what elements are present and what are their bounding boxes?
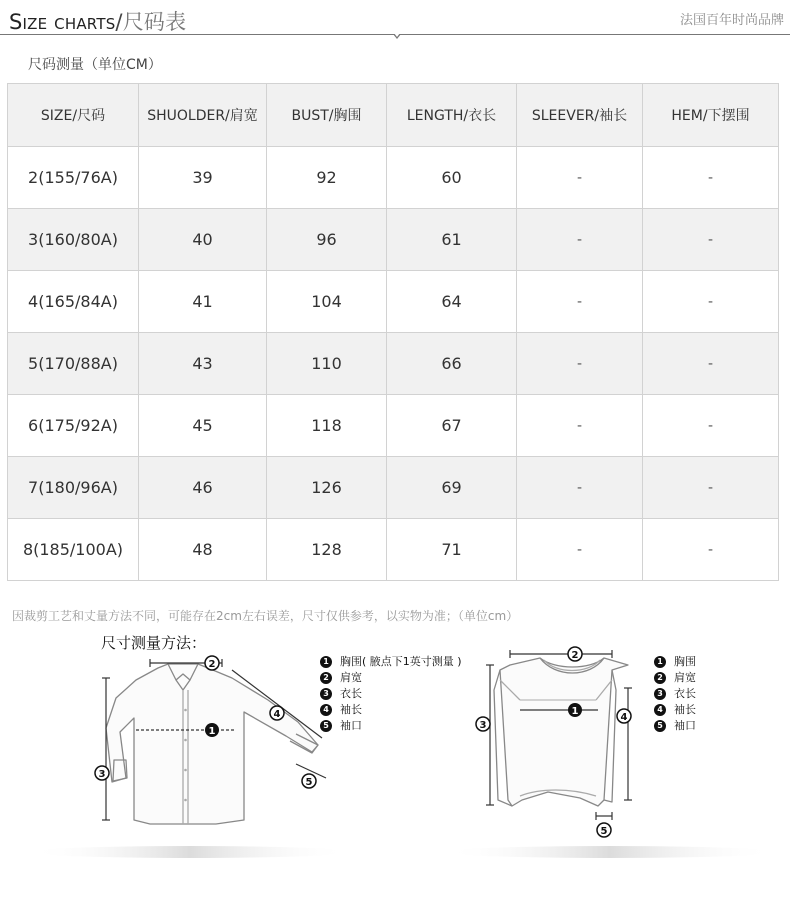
table-row xyxy=(8,395,779,457)
marker-shoulder-sweater xyxy=(568,647,582,661)
table-row xyxy=(8,519,779,581)
marker-length-shirt xyxy=(95,766,109,780)
svg-text:2: 2 xyxy=(208,659,216,670)
marker-cuff-sweater xyxy=(597,823,611,837)
legend-label: 肩宽 xyxy=(674,671,696,684)
svg-text:5: 5 xyxy=(305,777,313,788)
hem-cell: - xyxy=(643,271,779,333)
shirt-illustration xyxy=(106,664,318,824)
table-row xyxy=(8,147,779,209)
shoulder-cell: 40 xyxy=(139,209,267,271)
shirt-legend xyxy=(320,654,462,734)
table-header-row xyxy=(8,84,779,147)
marker-bust-sweater xyxy=(568,703,582,717)
marker-sleeve-shirt xyxy=(270,706,284,720)
title-english: Size charts xyxy=(9,10,116,34)
sleeve-cell: - xyxy=(517,271,643,333)
measurement-subtitle: 尺码测量（单位CM） xyxy=(28,57,162,73)
legend-item xyxy=(320,670,462,686)
svg-text:2: 2 xyxy=(571,650,579,661)
legend-label: 袖长 xyxy=(674,703,696,716)
hem-cell: - xyxy=(643,333,779,395)
bust-cell: 110 xyxy=(267,333,387,395)
number-badge-icon: 2 xyxy=(654,672,666,684)
length-cell: 60 xyxy=(387,147,517,209)
length-cell: 61 xyxy=(387,209,517,271)
hem-cell: - xyxy=(643,147,779,209)
svg-text:4: 4 xyxy=(273,709,281,720)
legend-label: 胸围 xyxy=(674,655,696,668)
column-header-shoulder: SHUOLDER/肩宽 xyxy=(139,84,267,147)
legend-item xyxy=(654,718,696,734)
shoulder-cell: 48 xyxy=(139,519,267,581)
legend-label: 袖长 xyxy=(340,703,362,716)
legend-label: 胸围( 腋点下1英寸测量 ) xyxy=(340,655,462,668)
sleeve-cell: - xyxy=(517,519,643,581)
number-badge-icon: 2 xyxy=(320,672,332,684)
column-header-size: SIZE/尺码 xyxy=(8,84,139,147)
number-badge-icon: 3 xyxy=(320,688,332,700)
sleeve-cell: - xyxy=(517,395,643,457)
legend-item xyxy=(320,718,462,734)
divider-notch-icon xyxy=(393,34,401,39)
sweater-shadow xyxy=(445,846,775,858)
length-cell: 64 xyxy=(387,271,517,333)
page-header xyxy=(0,0,790,36)
shirt-shadow xyxy=(30,846,350,858)
shoulder-cell: 39 xyxy=(139,147,267,209)
table-row xyxy=(8,457,779,519)
size-cell: 4(165/84A) xyxy=(8,271,139,333)
bust-cell: 92 xyxy=(267,147,387,209)
svg-text:4: 4 xyxy=(620,712,628,723)
size-cell: 5(170/88A) xyxy=(8,333,139,395)
size-cell: 2(155/76A) xyxy=(8,147,139,209)
hem-cell: - xyxy=(643,519,779,581)
bust-cell: 118 xyxy=(267,395,387,457)
size-chart-title xyxy=(9,6,186,36)
marker-shoulder-shirt xyxy=(205,656,219,670)
svg-text:1: 1 xyxy=(208,726,216,737)
legend-label: 肩宽 xyxy=(340,671,362,684)
length-cell: 67 xyxy=(387,395,517,457)
sweater-legend xyxy=(654,654,696,734)
bust-cell: 104 xyxy=(267,271,387,333)
table-row xyxy=(8,333,779,395)
column-header-bust: BUST/胸围 xyxy=(267,84,387,147)
number-badge-icon: 1 xyxy=(654,656,666,668)
number-badge-icon: 5 xyxy=(654,720,666,732)
marker-cuff-shirt xyxy=(302,774,316,788)
table-row xyxy=(8,209,779,271)
hem-cell: - xyxy=(643,395,779,457)
hem-cell: - xyxy=(643,457,779,519)
number-badge-icon: 5 xyxy=(320,720,332,732)
table-row xyxy=(8,271,779,333)
size-cell: 6(175/92A) xyxy=(8,395,139,457)
measure-method-title: 尺寸测量方法： xyxy=(101,634,207,652)
legend-label: 袖口 xyxy=(674,719,696,732)
length-cell: 71 xyxy=(387,519,517,581)
size-cell: 8(185/100A) xyxy=(8,519,139,581)
legend-label: 衣长 xyxy=(674,687,696,700)
shoulder-cell: 45 xyxy=(139,395,267,457)
number-badge-icon: 3 xyxy=(654,688,666,700)
length-cell: 69 xyxy=(387,457,517,519)
marker-sleeve-sweater xyxy=(617,709,631,723)
bust-cell: 128 xyxy=(267,519,387,581)
marker-length-sweater xyxy=(476,717,490,731)
brand-tagline: 法国百年时尚品牌 xyxy=(679,13,784,28)
marker-bust-shirt xyxy=(205,723,219,737)
legend-item xyxy=(654,702,696,718)
title-slash: / xyxy=(115,10,123,34)
shoulder-cell: 41 xyxy=(139,271,267,333)
legend-item xyxy=(320,686,462,702)
legend-item xyxy=(320,702,462,718)
svg-text:1: 1 xyxy=(571,706,579,717)
legend-label: 衣长 xyxy=(340,687,362,700)
svg-text:5: 5 xyxy=(600,826,608,837)
sleeve-cell: - xyxy=(517,209,643,271)
shoulder-cell: 46 xyxy=(139,457,267,519)
bust-cell: 96 xyxy=(267,209,387,271)
number-badge-icon: 4 xyxy=(654,704,666,716)
length-cell: 66 xyxy=(387,333,517,395)
bust-cell: 126 xyxy=(267,457,387,519)
size-cell: 7(180/96A) xyxy=(8,457,139,519)
legend-item xyxy=(320,654,462,670)
measurement-disclaimer: 因裁剪工艺和丈量方法不同，可能存在2cm左右误差，尺寸仅供参考，以实物为准；（单位cm） xyxy=(12,609,519,623)
column-header-sleeve: SLEEVER/袖长 xyxy=(517,84,643,147)
sleeve-cell: - xyxy=(517,333,643,395)
number-badge-icon: 1 xyxy=(320,656,332,668)
shoulder-cell: 43 xyxy=(139,333,267,395)
title-chinese: 尺码表 xyxy=(122,10,187,34)
hem-cell: - xyxy=(643,209,779,271)
legend-item xyxy=(654,654,696,670)
svg-text:3: 3 xyxy=(98,769,106,780)
size-table xyxy=(7,83,779,581)
size-cell: 3(160/80A) xyxy=(8,209,139,271)
sleeve-cell: - xyxy=(517,147,643,209)
sweater-illustration xyxy=(494,658,628,806)
column-header-length: LENGTH/衣长 xyxy=(387,84,517,147)
column-header-hem: HEM/下摆围 xyxy=(643,84,779,147)
legend-item xyxy=(654,670,696,686)
sleeve-cell: - xyxy=(517,457,643,519)
number-badge-icon: 4 xyxy=(320,704,332,716)
legend-label: 袖口 xyxy=(340,719,362,732)
svg-text:3: 3 xyxy=(479,720,487,731)
legend-item xyxy=(654,686,696,702)
